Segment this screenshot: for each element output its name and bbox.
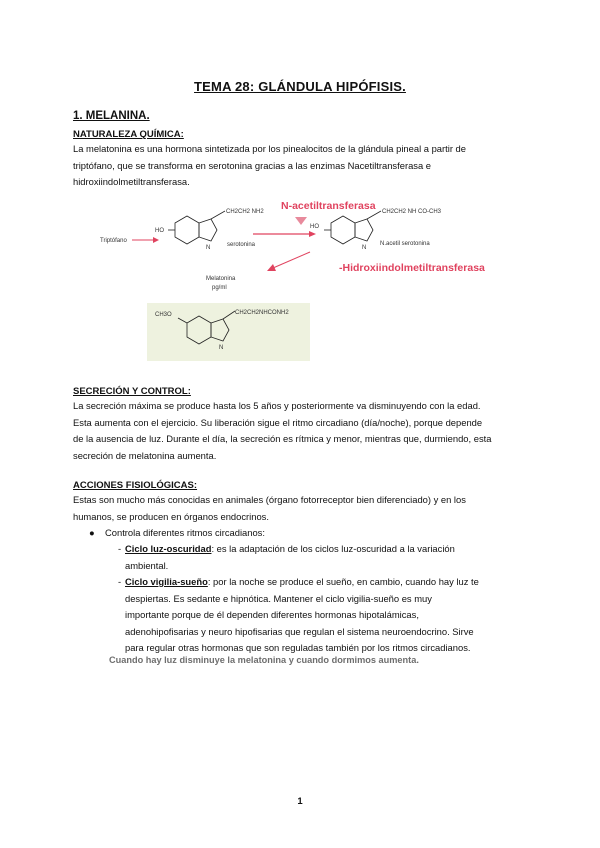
section-heading: 1. MELANINA.	[73, 110, 150, 122]
enzyme1-label: N-acetiltransferasa	[281, 200, 376, 212]
dash-icon: -	[118, 543, 122, 554]
bullet-dot-icon: ●	[89, 527, 95, 538]
paragraph-line: La secreción máxima se produce hasta los 5 años y posteriormente va disminuyendo con la edad.	[73, 400, 481, 411]
enzyme2-label: -Hidroxiindolmetiltransferasa	[339, 262, 485, 274]
naturaleza-paragraph	[73, 141, 529, 191]
triptofano-label: Triptófano	[100, 238, 127, 244]
page-title: TEMA 28: GLÁNDULA HIPÓFISIS.	[194, 79, 406, 94]
paragraph-line: secreción de melatonina aumenta.	[73, 449, 217, 461]
ho-right-label: HO	[310, 224, 319, 230]
sub-line: despiertas. Es sedante e hipnótica. Mantener el ciclo vigilia-sueño es muy	[125, 592, 432, 604]
sub-item-luz	[118, 541, 530, 574]
naturaleza-heading: NATURALEZA QUÍMICA:	[73, 129, 184, 140]
amide-right-label: CH2CH2 NH CO-CH3	[382, 209, 442, 215]
synthesis-diagram	[95, 190, 515, 365]
amine-left-label: CH2CH2 NH2	[226, 209, 264, 215]
paragraph-line: Esta aumenta con el ejercicio. Su liberación sigue el ritmo circadiano (día/noche), porque depende	[73, 416, 483, 428]
melatonin-synthesis-figure	[95, 190, 515, 365]
serotonin-structure	[168, 211, 225, 244]
acciones-paragraph	[73, 492, 529, 525]
nacetylserotonin-structure	[324, 211, 381, 244]
pgml-label: pg/ml	[212, 285, 227, 291]
enzyme2-arrow	[273, 252, 310, 268]
paragraph-line: de la ausencia de luz. Durante el día, la secreción es rítmica y menor, mientras que, durmiendo, esta	[73, 433, 492, 444]
sub-line: para regular otras hormonas que son reguladas también por los ritmos circadianos.	[125, 642, 471, 653]
melatonin-chain-label: CH2CH2NHCONH2	[235, 310, 289, 316]
bullet-item	[89, 525, 265, 542]
paragraph-line: triptófano, que se transforma en serotonina gracias a las enzimas Nacetiltransferasa e	[73, 159, 431, 171]
melatonina-label: Melatonina	[206, 276, 236, 282]
sub-label: Ciclo vigilia-sueño	[125, 576, 208, 587]
dash-icon: -	[118, 576, 122, 587]
sub-text: : por la noche se produce el sueño, en cambio, cuando hay luz te	[207, 576, 479, 587]
arrow-head	[153, 237, 159, 243]
n-right-label: N	[362, 245, 367, 251]
paragraph-line: La melatonina es una hormona sintetizada por los pinealocitos de la glándula pineal a partir de	[73, 143, 466, 154]
sub-item-vigilia	[118, 574, 530, 657]
serotonina-label: serotonina	[227, 242, 256, 248]
secrecion-paragraph	[73, 398, 529, 464]
sub-text: : es la adaptación de los ciclos luz-oscuridad a la variación	[211, 543, 455, 554]
paragraph-line: Estas son mucho más conocidas en animales (órgano fotorreceptor bien diferenciado) y en los	[73, 494, 466, 505]
arrow-head	[309, 231, 316, 237]
bullet-text: Controla diferentes ritmos circadianos:	[105, 527, 265, 538]
n-bottom-label: N	[219, 345, 224, 351]
ho-left-label: HO	[155, 228, 164, 234]
paragraph-line: hidroxiindolmetiltransferasa.	[73, 176, 190, 187]
highlight-note: Cuando hay luz disminuye la melatonina y cuando dormimos aumenta.	[109, 655, 419, 665]
down-triangle-icon	[295, 217, 307, 225]
ch3o-label: CH3O	[155, 312, 172, 318]
nacetil-label: N.acetil serotonina	[380, 241, 430, 247]
n-left-label: N	[206, 245, 211, 251]
secrecion-heading: SECRECIÓN Y CONTROL:	[73, 386, 191, 397]
acciones-heading: ACCIONES FISIOLÓGICAS:	[73, 480, 198, 491]
page-number: 1	[297, 796, 303, 807]
sub-line: importante porque de él dependen diferentes hormonas hipotalámicas,	[125, 609, 419, 620]
sub-line: adenohipofisarias y neuro hipofisarias que regulan el sistema neuroendocrino. Sirve	[125, 625, 474, 637]
paragraph-line: humanos, se producen en órganos endocrinos.	[73, 510, 269, 522]
sub-label: Ciclo luz-oscuridad	[125, 543, 212, 554]
sub-line: ambiental.	[125, 559, 169, 571]
